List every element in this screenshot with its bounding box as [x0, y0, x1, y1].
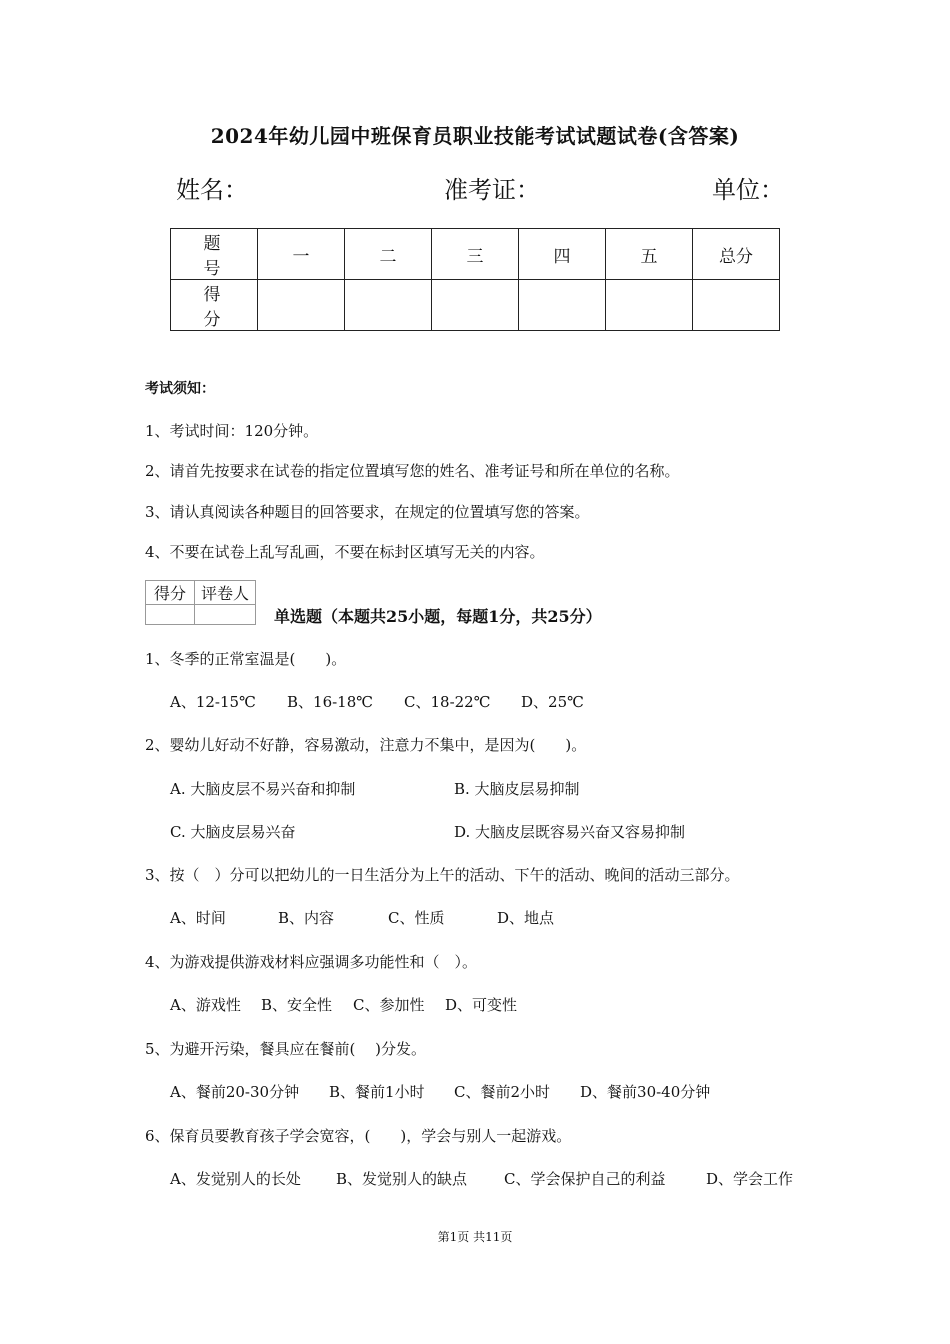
grader-box [145, 580, 256, 625]
question-text: 5、为避开污染，餐具应在餐前( )分发。 [145, 1040, 427, 1058]
option-text: C、18-22℃ [404, 693, 491, 711]
score-header-cell: 五 [606, 229, 693, 280]
grader-reviewer-label: 评卷人 [195, 581, 256, 605]
notes-heading: 考试须知： [145, 381, 215, 397]
question-text: 2、婴幼儿好动不好静，容易激动，注意力不集中，是因为( )。 [145, 736, 587, 754]
score-header-cell: 二 [345, 229, 432, 280]
score-cell[interactable] [345, 280, 432, 331]
score-cell[interactable] [606, 280, 693, 331]
option-text: A、发觉别人的长处 [170, 1170, 301, 1188]
score-table [170, 228, 780, 331]
question-text: 3、按（ ）分可以把幼儿的一日生活分为上午的活动、下午的活动、晚间的活动三部分。 [145, 866, 740, 884]
exam-id-label: 准考证： [444, 176, 540, 204]
score-cell[interactable] [519, 280, 606, 331]
option-text: A、时间 [170, 909, 226, 927]
name-label: 姓名： [176, 176, 248, 204]
score-header-cell: 题 号 [171, 229, 258, 280]
option-text: A. 大脑皮层不易兴奋和抑制 [170, 780, 356, 798]
unit-label: 单位： [712, 176, 784, 204]
option-text: C. 大脑皮层易兴奋 [170, 823, 296, 841]
option-text: A、餐前20-30分钟 [170, 1083, 300, 1101]
option-text: B、餐前1小时 [329, 1083, 425, 1101]
option-text: D. 大脑皮层既容易兴奋又容易抑制 [454, 823, 686, 841]
option-text: D、地点 [497, 909, 555, 927]
score-cell[interactable] [432, 280, 519, 331]
score-table-score-row [171, 280, 780, 331]
question-text: 6、保育员要教育孩子学会宽容，( )，学会与别人一起游戏。 [145, 1127, 572, 1145]
question-text: 4、为游戏提供游戏材料应强调多功能性和（ ）。 [145, 953, 478, 971]
option-text: B. 大脑皮层易抑制 [454, 780, 580, 798]
note-item: 4、不要在试卷上乱写乱画，不要在标封区填写无关的内容。 [145, 543, 545, 561]
option-text: D、学会工作 [706, 1170, 794, 1188]
option-text: B、内容 [278, 909, 335, 927]
option-text: D、餐前30-40分钟 [580, 1083, 711, 1101]
score-cell[interactable] [693, 280, 780, 331]
note-item: 1、考试时间：120分钟。 [145, 422, 319, 440]
option-text: C、性质 [388, 909, 445, 927]
score-header-cell: 三 [432, 229, 519, 280]
option-text: B、安全性 [261, 996, 333, 1014]
option-text: C、参加性 [353, 996, 425, 1014]
option-text: D、25℃ [521, 693, 584, 711]
grader-reviewer-cell[interactable] [195, 605, 256, 625]
score-table-header-row [171, 229, 780, 280]
option-text: B、16-18℃ [287, 693, 374, 711]
score-cell[interactable] [258, 280, 345, 331]
question-text: 1、冬季的正常室温是( )。 [145, 650, 347, 668]
grader-score-label: 得分 [146, 581, 195, 605]
section-heading: 单选题（本题共25小题，每题1分，共25分） [274, 607, 602, 626]
score-row-label: 得 分 [171, 280, 258, 331]
option-text: C、学会保护自己的利益 [504, 1170, 666, 1188]
page-footer: 第1页 共11页 [437, 1230, 513, 1244]
option-text: C、餐前2小时 [454, 1083, 551, 1101]
option-text: B、发觉别人的缺点 [336, 1170, 468, 1188]
score-header-cell: 总分 [693, 229, 780, 280]
grader-score-cell[interactable] [146, 605, 195, 625]
score-header-cell: 一 [258, 229, 345, 280]
option-text: A、12-15℃ [170, 693, 256, 711]
note-item: 3、请认真阅读各种题目的回答要求，在规定的位置填写您的答案。 [145, 503, 590, 521]
score-header-cell: 四 [519, 229, 606, 280]
note-item: 2、请首先按要求在试卷的指定位置填写您的姓名、准考证号和所在单位的名称。 [145, 462, 680, 480]
page-title: 2024年幼儿园中班保育员职业技能考试试题试卷(含答案) [210, 124, 740, 148]
option-text: A、游戏性 [170, 996, 241, 1014]
option-text: D、可变性 [445, 996, 518, 1014]
